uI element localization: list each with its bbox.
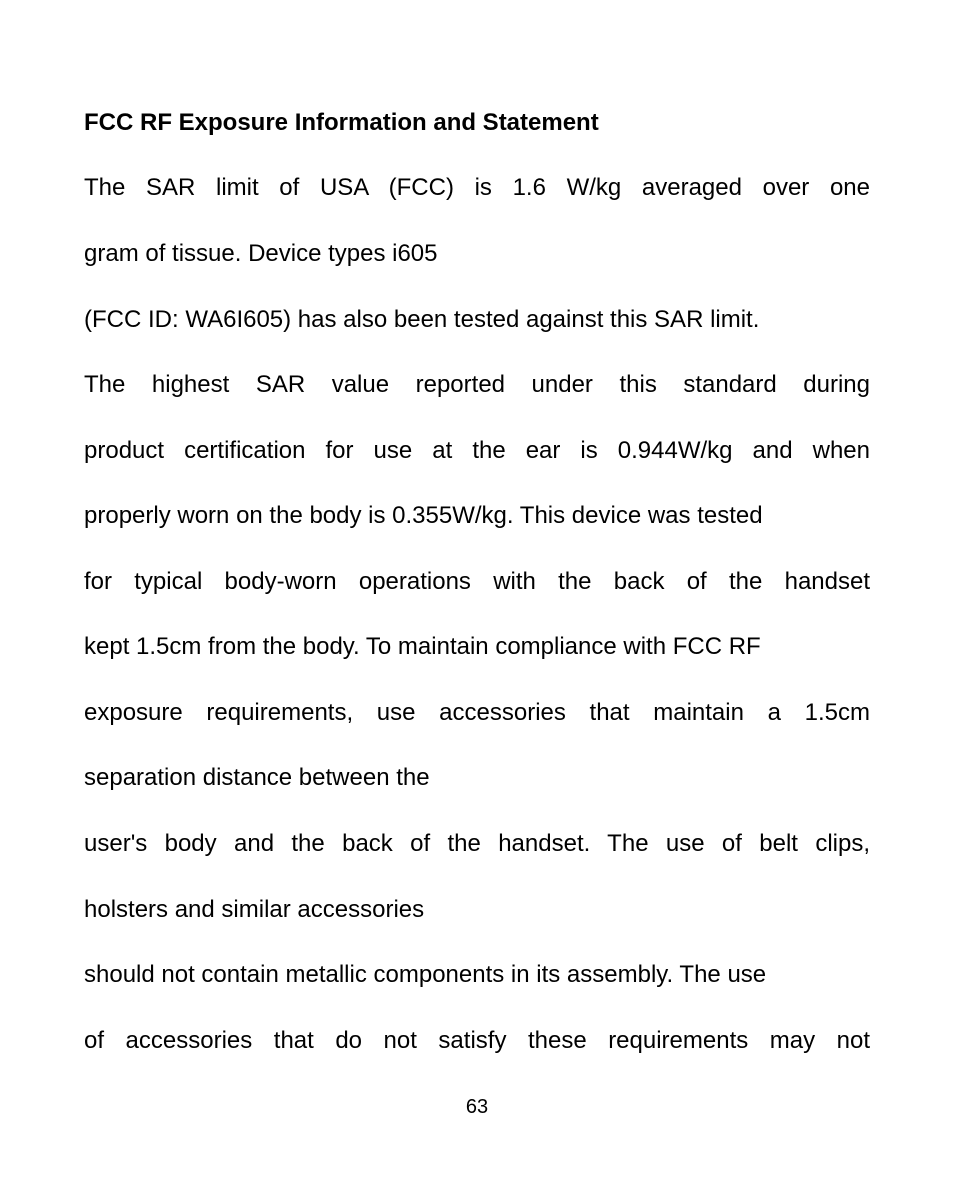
body-line-12: holsters and similar accessories — [84, 896, 425, 923]
body-line-1: The SAR limit of USA (FCC) is 1.6 W/kg averaged over one — [84, 174, 870, 201]
body-line-11: user's body and the back of the handset. The use of belt clips, — [84, 830, 870, 857]
body-line-9: exposure requirements, use accessories that maintain a 1.5cm — [84, 699, 870, 726]
page-number: 63 — [465, 1096, 489, 1118]
document-page — [84, 0, 870, 1190]
body-line-10: separation distance between the — [84, 764, 430, 791]
section-heading: FCC RF Exposure Information and Statement — [84, 109, 599, 136]
body-line-4: The highest SAR value reported under this standard during — [84, 371, 870, 398]
body-line-13: should not contain metallic components in its assembly. The use — [84, 961, 767, 988]
body-line-5: product certification for use at the ear is 0.944W/kg and when — [84, 437, 870, 464]
body-line-6: properly worn on the body is 0.355W/kg. This device was tested — [84, 502, 763, 529]
body-line-3: (FCC ID: WA6I605) has also been tested against this SAR limit. — [84, 306, 760, 333]
body-line-2: gram of tissue. Device types i605 — [84, 240, 438, 267]
body-line-8: kept 1.5cm from the body. To maintain compliance with FCC RF — [84, 633, 761, 660]
body-line-7: for typical body-worn operations with the back of the handset — [84, 568, 870, 595]
body-line-14: of accessories that do not satisfy these requirements may not — [84, 1027, 870, 1054]
